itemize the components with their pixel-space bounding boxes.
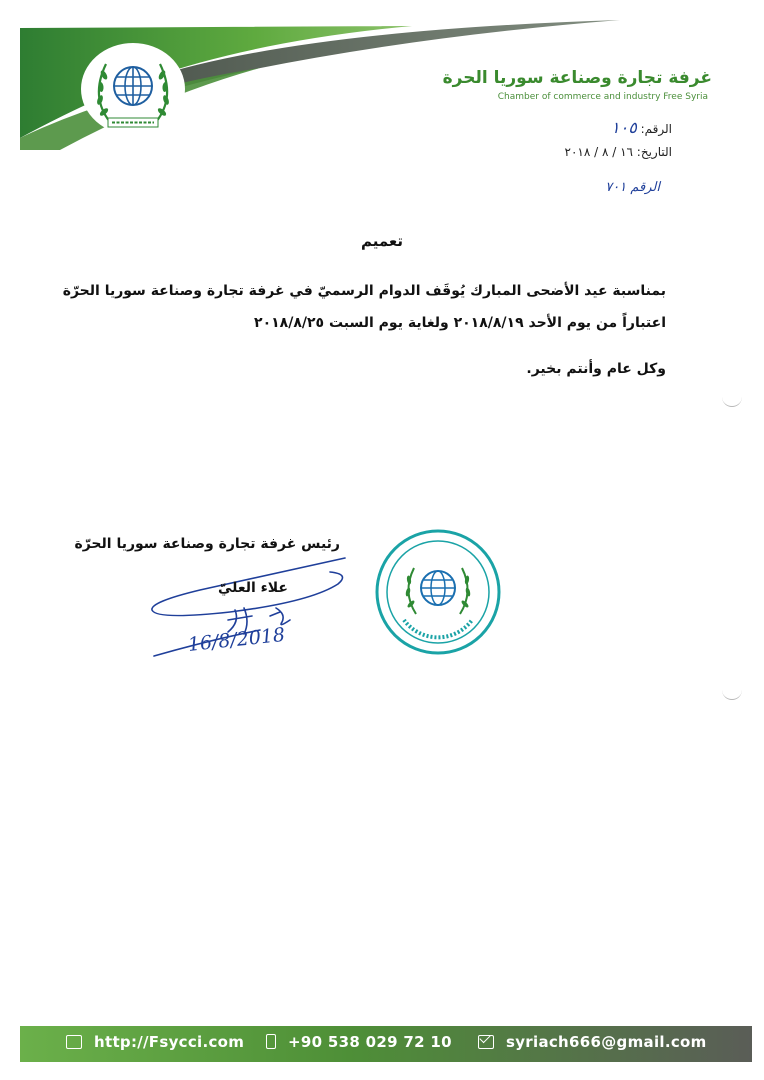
footer-email[interactable] bbox=[478, 1033, 707, 1051]
chamber-logo bbox=[80, 42, 186, 138]
signatory-title: رئيس غرفة تجارة وصناعة سوريا الحرّة bbox=[74, 536, 340, 552]
date-value: ١٦ / ٨ / ٢٠١٨ bbox=[564, 145, 633, 159]
body-line-2: اعتباراً من يوم الأحد ٢٠١٨/٨/١٩ ولغاية يوم السبت ٢٠١٨/٨/٢٥ bbox=[254, 315, 666, 331]
incoming-number-note: الرقم ٧٠١ bbox=[605, 180, 660, 195]
reference-label: الرقم: bbox=[640, 122, 672, 136]
website-text: http://Fsycci.com bbox=[94, 1033, 245, 1051]
reference-number-handwritten: ١٠٥ bbox=[611, 118, 637, 137]
org-name-english: Chamber of commerce and industry Free Syria bbox=[497, 92, 708, 102]
handwritten-signature bbox=[140, 550, 360, 670]
body-line-3: وكل عام وأنتم بخير. bbox=[526, 361, 666, 377]
phone-icon bbox=[266, 1034, 276, 1049]
punch-hole-mark bbox=[722, 396, 742, 407]
official-stamp bbox=[374, 528, 502, 656]
reference-number-row bbox=[607, 118, 672, 137]
body-line-1: بمناسبة عيد الأضحى المبارك يُوقَف الدوام الرسميّ في غرفة تجارة وصناعة سوريا الحرّة bbox=[62, 283, 666, 299]
footer-phone[interactable] bbox=[266, 1033, 452, 1051]
footer-website[interactable] bbox=[66, 1033, 244, 1051]
document-title: تعميم bbox=[360, 232, 404, 250]
org-name-arabic: غرفة تجارة وصناعة سوريا الحرة bbox=[442, 68, 712, 88]
date-row bbox=[565, 145, 673, 159]
web-icon bbox=[66, 1035, 82, 1049]
email-text: syriach666@gmail.com bbox=[506, 1033, 707, 1051]
date-label: التاريخ: bbox=[636, 145, 672, 159]
handwritten-date: 16/8/2018 bbox=[186, 623, 287, 656]
mail-icon bbox=[478, 1035, 494, 1049]
phone-text: +90 538 029 72 10 bbox=[288, 1033, 452, 1051]
punch-hole-mark bbox=[722, 689, 742, 700]
signatory-name: علاء العليّ bbox=[217, 580, 288, 596]
